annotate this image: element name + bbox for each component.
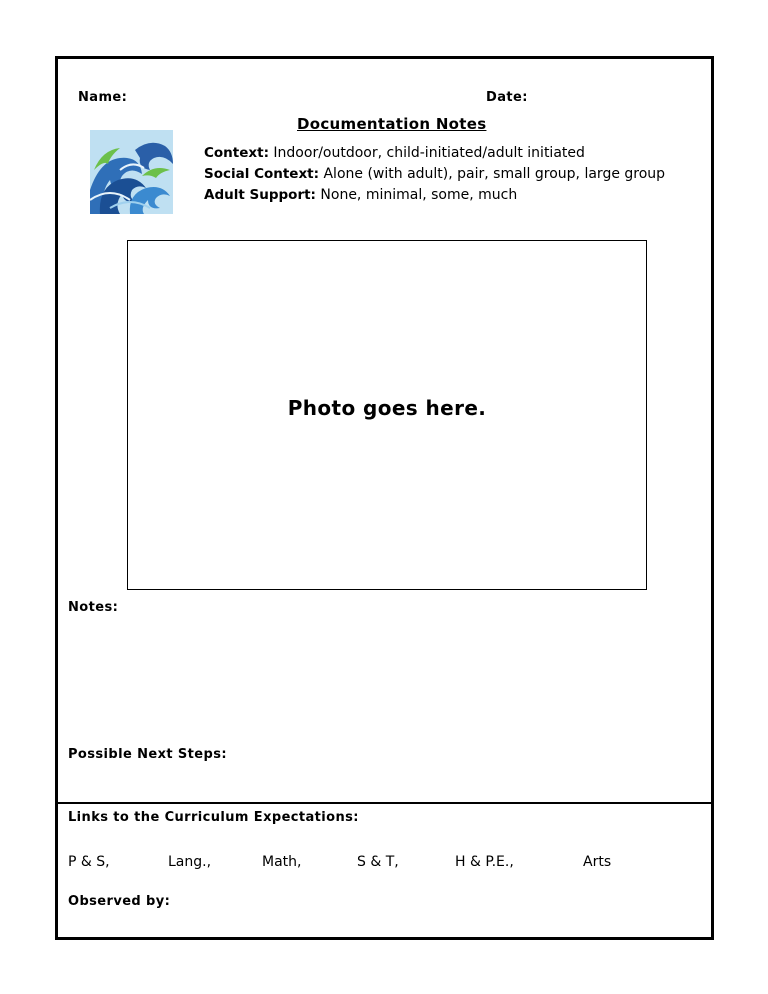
social-context-label: Social Context: <box>204 166 320 182</box>
subject-health-pe: H & P.E., <box>455 854 514 870</box>
adult-support-label: Adult Support: <box>204 187 316 203</box>
observed-by-label: Observed by: <box>68 894 171 909</box>
subject-arts: Arts <box>583 854 612 870</box>
context-value: Indoor/outdoor, child-initiated/adult initiated <box>273 145 585 161</box>
context-label: Context: <box>204 145 269 161</box>
context-line <box>204 145 585 161</box>
subject-math: Math, <box>262 854 302 870</box>
photo-placeholder-text: Photo goes here. <box>287 396 487 420</box>
next-steps-label: Possible Next Steps: <box>68 747 227 762</box>
notes-label: Notes: <box>68 600 119 615</box>
waves-image-icon <box>90 130 173 214</box>
page-title: Documentation Notes <box>297 115 487 133</box>
adult-support-value: None, minimal, some, much <box>320 187 518 203</box>
social-context-value: Alone (with adult), pair, small group, large group <box>323 166 666 182</box>
curriculum-links-label: Links to the Curriculum Expectations: <box>68 810 359 825</box>
subject-language: Lang., <box>168 854 212 870</box>
section-divider <box>58 802 711 804</box>
name-label: Name: <box>78 90 128 105</box>
date-label: Date: <box>486 90 528 105</box>
subject-science-tech: S & T, <box>357 854 399 870</box>
social-context-line <box>204 166 665 182</box>
adult-support-line <box>204 187 517 203</box>
documentation-form <box>55 56 714 940</box>
subject-ps: P & S, <box>68 854 110 870</box>
photo-placeholder-box <box>127 240 647 590</box>
